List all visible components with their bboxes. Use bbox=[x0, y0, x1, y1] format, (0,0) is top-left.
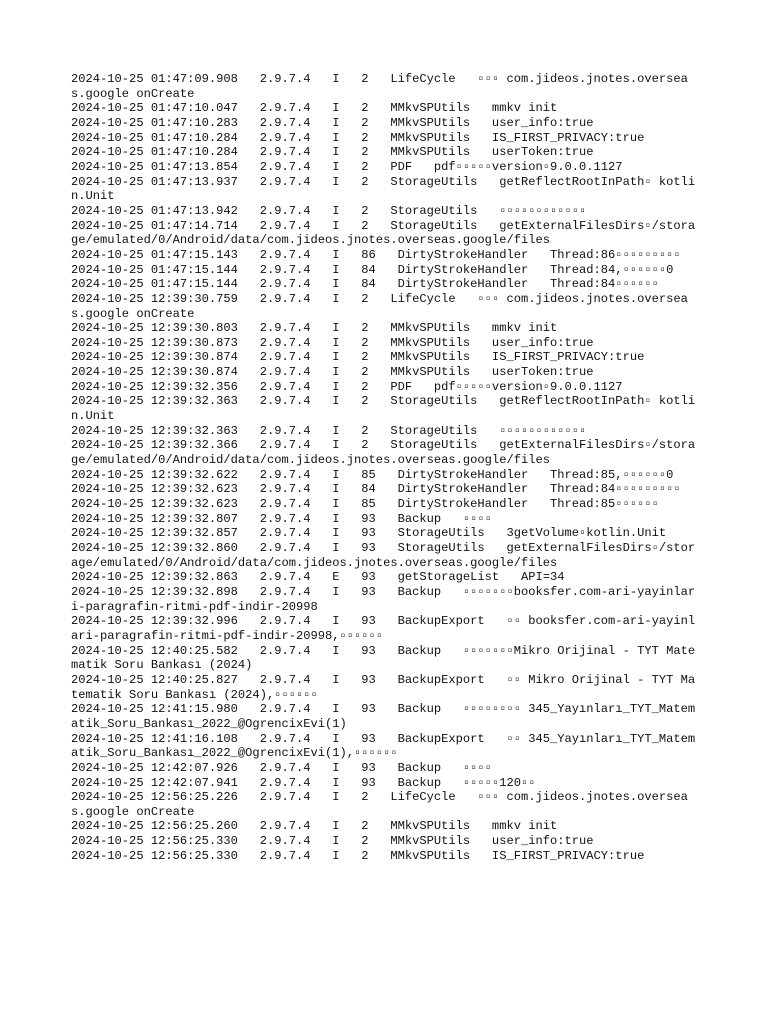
log-line: 2024-10-25 12:39:32.622 2.9.7.4 I 85 DirtyStrokeHandler Thread:85,▫▫▫▫▫▫0 bbox=[71, 467, 674, 482]
log-line: 2024-10-25 12:39:30.873 2.9.7.4 I 2 MMkvSPUtils user_info:true bbox=[71, 335, 594, 350]
log-line: 2024-10-25 01:47:13.937 2.9.7.4 I 2 StorageUtils getReflectRootInPath▫ kotlin.Unit bbox=[71, 174, 696, 204]
log-line: 2024-10-25 12:56:25.330 2.9.7.4 I 2 MMkvSPUtils IS_FIRST_PRIVACY:true bbox=[71, 848, 645, 863]
log-line: 2024-10-25 12:39:32.363 2.9.7.4 I 2 StorageUtils getReflectRootInPath▫ kotlin.Unit bbox=[71, 394, 696, 424]
log-line: 2024-10-25 12:39:32.623 2.9.7.4 I 85 DirtyStrokeHandler Thread:85▫▫▫▫▫▫ bbox=[71, 497, 659, 512]
log-line: 2024-10-25 12:40:25.582 2.9.7.4 I 93 Backup ▫▫▫▫▫▫▫Mikro Orijinal - TYT Matematik Soru Bankası (2024) bbox=[71, 643, 696, 673]
log-line: 2024-10-25 01:47:14.714 2.9.7.4 I 2 StorageUtils getExternalFilesDirs▫/storage/emulated/0/Android/data/com.jideos.jnotes.overseas.google/files bbox=[71, 218, 696, 248]
log-line: 2024-10-25 01:47:10.284 2.9.7.4 I 2 MMkvSPUtils IS_FIRST_PRIVACY:true bbox=[71, 130, 645, 145]
log-line: 2024-10-25 12:39:32.366 2.9.7.4 I 2 StorageUtils getExternalFilesDirs▫/storage/emulated/0/Android/data/com.jideos.jnotes.overseas.google/files bbox=[71, 438, 696, 468]
log-line: 2024-10-25 01:47:13.854 2.9.7.4 I 2 PDF pdf▫▫▫▫▫version▫9.0.0.1127 bbox=[71, 159, 623, 174]
log-line: 2024-10-25 12:56:25.260 2.9.7.4 I 2 MMkvSPUtils mmkv init bbox=[71, 819, 558, 834]
log-line: 2024-10-25 12:39:32.356 2.9.7.4 I 2 PDF pdf▫▫▫▫▫version▫9.0.0.1127 bbox=[71, 379, 623, 394]
log-line: 2024-10-25 12:41:15.980 2.9.7.4 I 93 Backup ▫▫▫▫▫▫▫▫ 345_Yayınları_TYT_Matematik_Soru_Bankası_2022_@OgrencixEvi(1) bbox=[71, 702, 696, 731]
log-line: 2024-10-25 01:47:15.143 2.9.7.4 I 86 DirtyStrokeHandler Thread:86▫▫▫▫▫▫▫▫▫ bbox=[71, 247, 681, 262]
log-line: 2024-10-25 01:47:15.144 2.9.7.4 I 84 DirtyStrokeHandler Thread:84▫▫▫▫▫▫ bbox=[71, 277, 659, 292]
log-line: 2024-10-25 12:39:32.863 2.9.7.4 E 93 getStorageList API=34 bbox=[71, 570, 565, 585]
log-line: 2024-10-25 01:47:15.144 2.9.7.4 I 84 DirtyStrokeHandler Thread:84,▫▫▫▫▫▫0 bbox=[71, 262, 674, 277]
log-line: 2024-10-25 01:47:13.942 2.9.7.4 I 2 StorageUtils ▫▫▫▫▫▫▫▫▫▫▫▫ bbox=[71, 203, 587, 218]
log-line: 2024-10-25 12:56:25.330 2.9.7.4 I 2 MMkvSPUtils user_info:true bbox=[71, 834, 594, 849]
log-line: 2024-10-25 12:39:32.807 2.9.7.4 I 93 Backup ▫▫▫▫ bbox=[71, 511, 492, 526]
log-line: 2024-10-25 12:41:16.108 2.9.7.4 I 93 BackupExport ▫▫ 345_Yayınları_TYT_Matematik_Soru_Bankası_2022_@OgrencixEvi(1),▫▫▫▫▫▫ bbox=[71, 731, 696, 761]
log-line: 2024-10-25 12:56:25.226 2.9.7.4 I 2 LifeCycle ▫▫▫ com.jideos.jnotes.overseas.google onCreate bbox=[71, 790, 688, 819]
log-line: 2024-10-25 12:39:32.363 2.9.7.4 I 2 StorageUtils ▫▫▫▫▫▫▫▫▫▫▫▫ bbox=[71, 423, 587, 438]
log-line: 2024-10-25 12:39:32.898 2.9.7.4 I 93 Backup ▫▫▫▫▫▫▫booksfer.com-ari-yayinlari-paragrafin-ritmi-pdf-indir-20998 bbox=[71, 584, 696, 614]
log-line: 2024-10-25 01:47:09.908 2.9.7.4 I 2 LifeCycle ▫▫▫ com.jideos.jnotes.overseas.google onCreate bbox=[71, 72, 688, 101]
log-line: 2024-10-25 12:40:25.827 2.9.7.4 I 93 BackupExport ▫▫ Mikro Orijinal - TYT Matematik Soru Bankası (2024),▫▫▫▫▫▫ bbox=[71, 672, 696, 702]
log-line: 2024-10-25 12:39:32.857 2.9.7.4 I 93 StorageUtils 3getVolume▫kotlin.Unit bbox=[71, 526, 667, 541]
log-line: 2024-10-25 12:39:32.860 2.9.7.4 I 93 StorageUtils getExternalFilesDirs▫/storage/emulated/0/Android/data/com.jideos.jnotes.overseas.google/files bbox=[71, 541, 696, 570]
log-line: 2024-10-25 01:47:10.284 2.9.7.4 I 2 MMkvSPUtils userToken:true bbox=[71, 145, 594, 160]
log-line: 2024-10-25 01:47:10.283 2.9.7.4 I 2 MMkvSPUtils user_info:true bbox=[71, 115, 594, 130]
log-line: 2024-10-25 12:42:07.926 2.9.7.4 I 93 Backup ▫▫▫▫ bbox=[71, 760, 492, 775]
log-line: 2024-10-25 12:39:30.803 2.9.7.4 I 2 MMkvSPUtils mmkv init bbox=[71, 321, 558, 336]
log-document bbox=[71, 72, 701, 863]
log-line: 2024-10-25 12:39:32.996 2.9.7.4 I 93 BackupExport ▫▫ booksfer.com-ari-yayinlari-paragrafin-ritmi-pdf-indir-20998,▫▫▫▫▫▫ bbox=[71, 614, 696, 643]
log-line: 2024-10-25 01:47:10.047 2.9.7.4 I 2 MMkvSPUtils mmkv init bbox=[71, 101, 558, 116]
log-line: 2024-10-25 12:42:07.941 2.9.7.4 I 93 Backup ▫▫▫▫▫120▫▫ bbox=[71, 775, 536, 790]
log-line: 2024-10-25 12:39:30.874 2.9.7.4 I 2 MMkvSPUtils userToken:true bbox=[71, 365, 594, 380]
log-line: 2024-10-25 12:39:30.759 2.9.7.4 I 2 LifeCycle ▫▫▫ com.jideos.jnotes.overseas.google onCreate bbox=[71, 291, 688, 321]
log-line: 2024-10-25 12:39:30.874 2.9.7.4 I 2 MMkvSPUtils IS_FIRST_PRIVACY:true bbox=[71, 350, 645, 365]
log-line: 2024-10-25 12:39:32.623 2.9.7.4 I 84 DirtyStrokeHandler Thread:84▫▫▫▫▫▫▫▫▫ bbox=[71, 482, 681, 497]
